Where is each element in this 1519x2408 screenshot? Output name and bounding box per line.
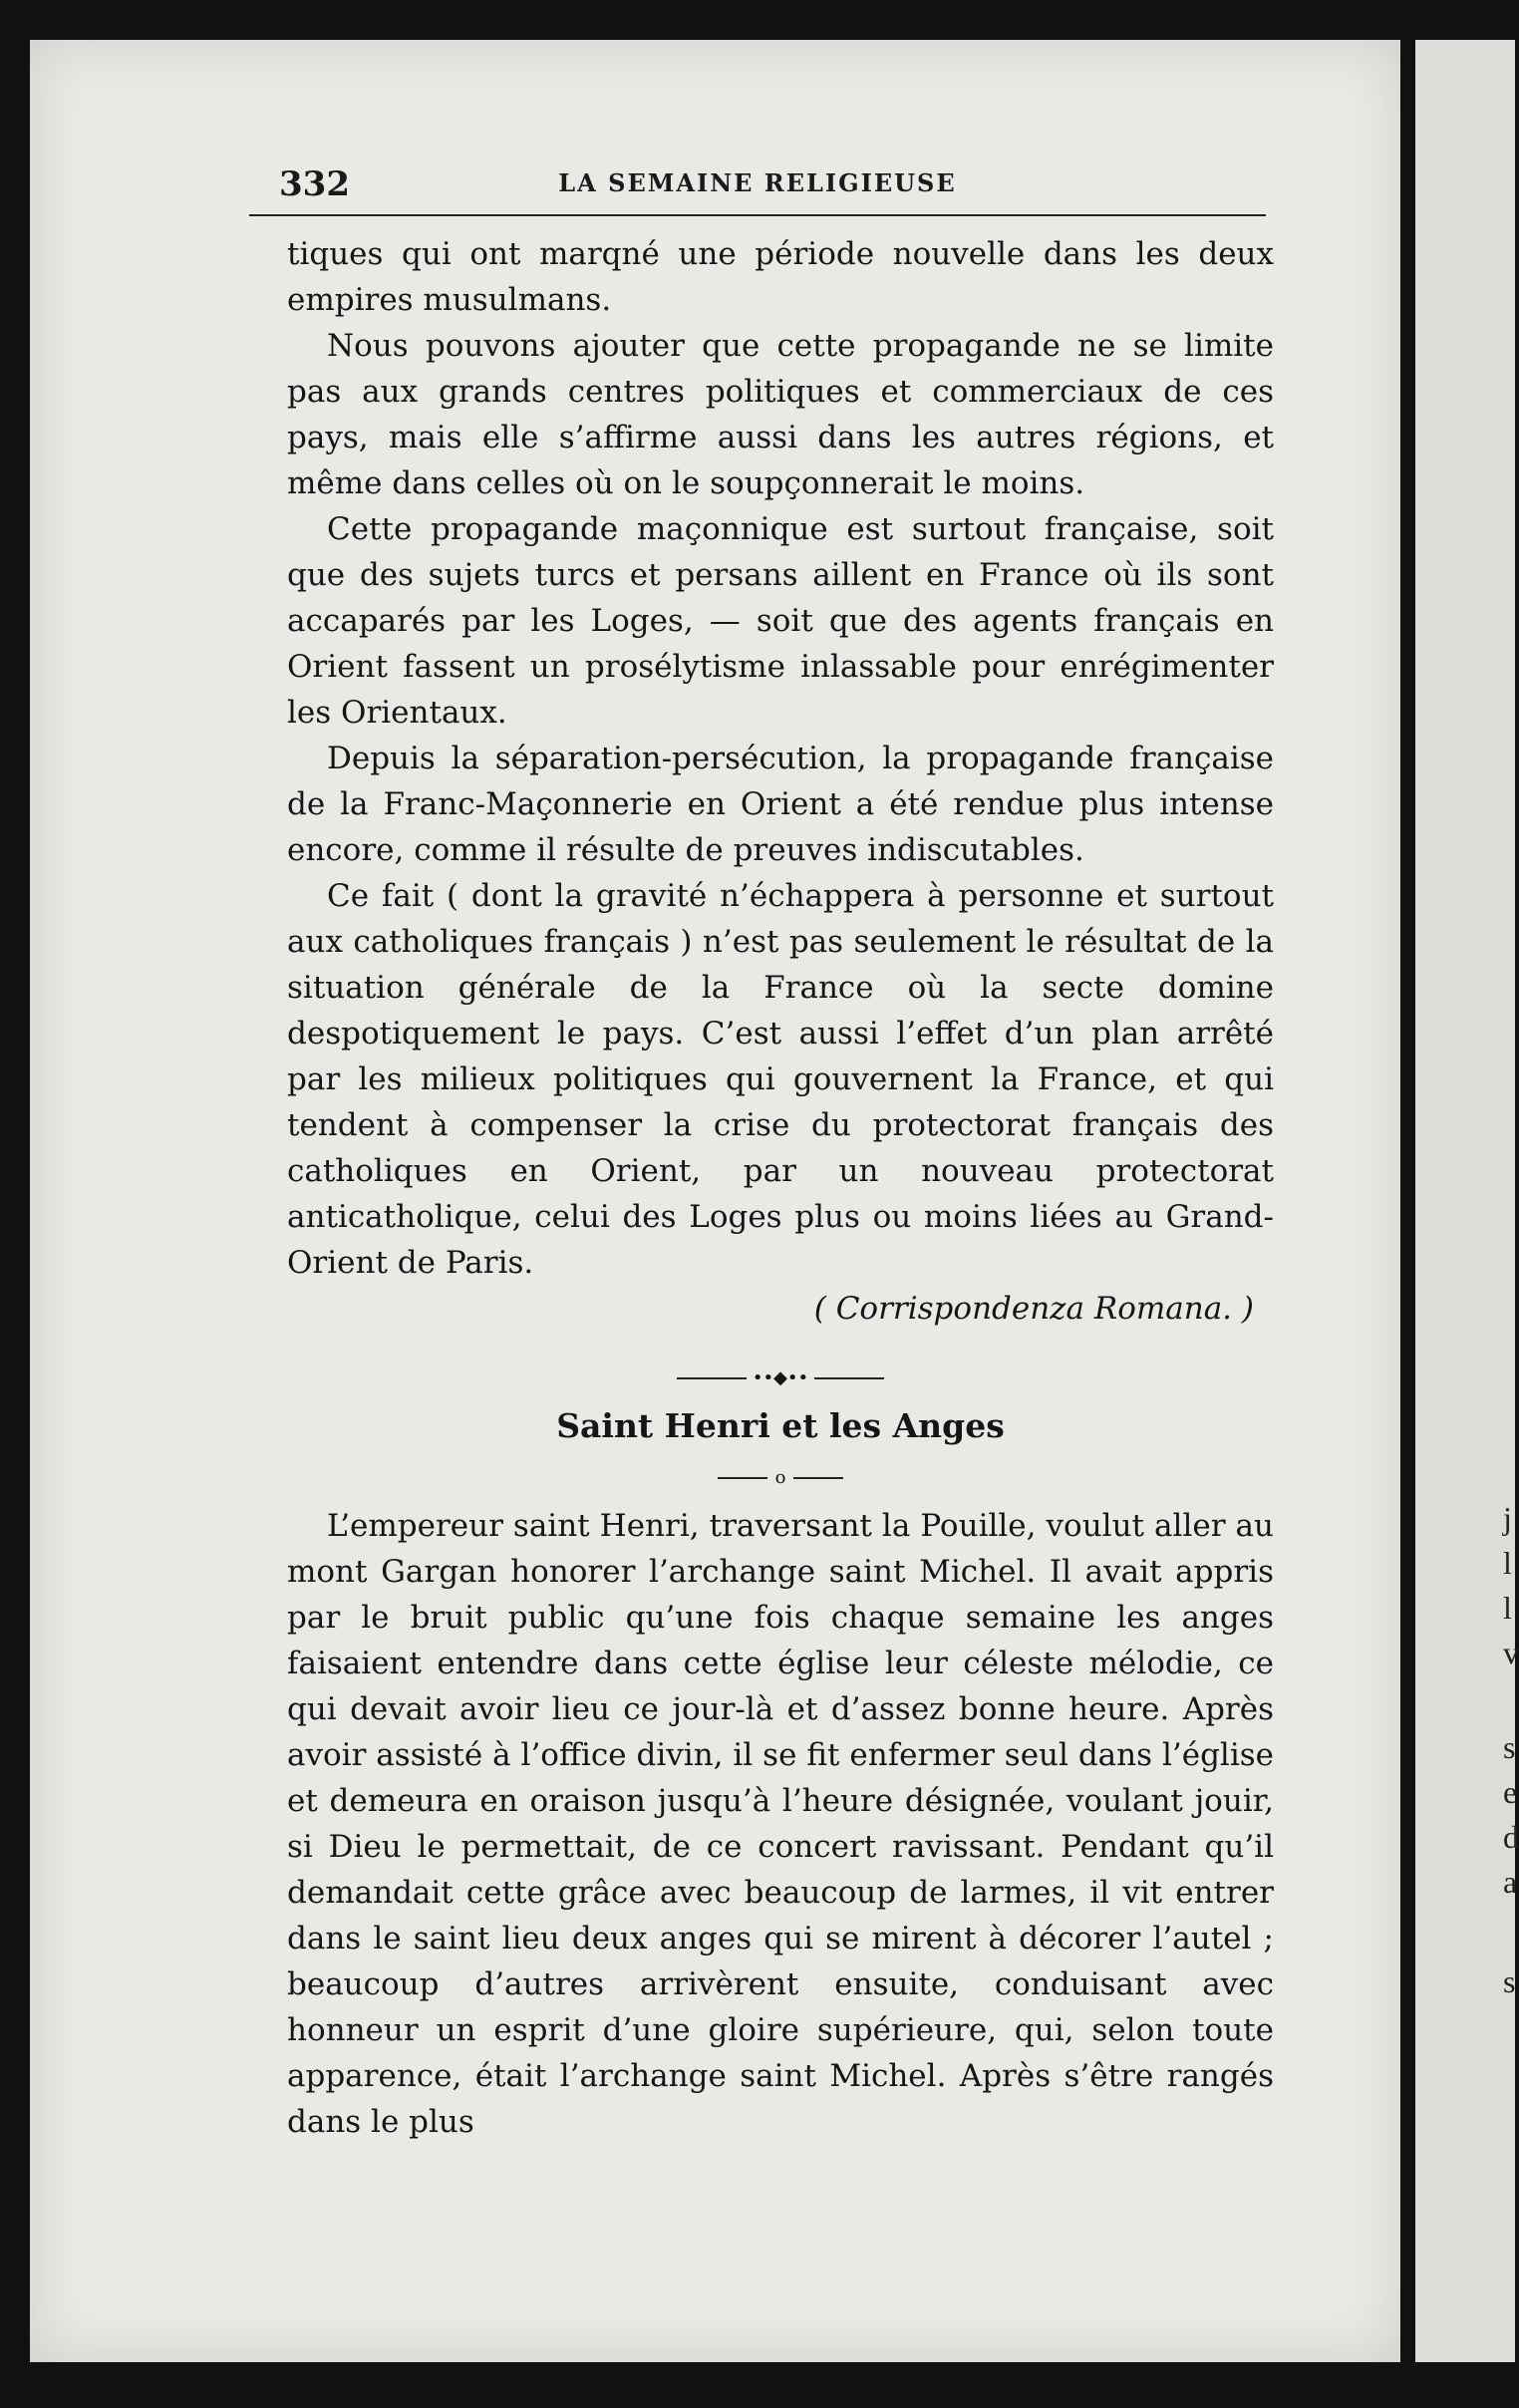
page-number: 332 bbox=[279, 164, 350, 204]
ornament-line bbox=[814, 1377, 884, 1379]
section-title: Saint Henri et les Anges bbox=[556, 1406, 1005, 1445]
paragraph: Ce fait ( dont la gravité n’échappera à personne et surtout aux catholiques français ) n’est pas seulement le résultat de la situation générale de la France où la secte domine despotiquement le pays. C’est aussi l’effet d’un plan arrêté par les milieux politiques qui gouvernent la France, et qui tendent à compenser la crise du protectorat français des catholiques en Orient, par un nouveau protectorat anticatholique, celui des Loges plus ou moins liées au Grand-Orient de Paris. bbox=[287, 878, 1274, 1281]
adjacent-fragment: s bbox=[1503, 1963, 1516, 1999]
rule-line bbox=[793, 1477, 843, 1479]
adjacent-fragment: j bbox=[1503, 1500, 1512, 1536]
adjacent-fragment: l bbox=[1503, 1590, 1512, 1626]
page-body bbox=[287, 231, 1274, 2145]
adjacent-fragment: e bbox=[1503, 1774, 1518, 1810]
adjacent-fragment: l bbox=[1503, 1545, 1512, 1581]
rule-circle-icon: o bbox=[774, 1466, 786, 1488]
adjacent-page-edge bbox=[1415, 40, 1519, 2362]
section-ornament bbox=[287, 1354, 1274, 1393]
adjacent-fragment: a bbox=[1503, 1864, 1518, 1900]
adjacent-fragment: s bbox=[1503, 1729, 1516, 1765]
paragraph: Nous pouvons ajouter que cette propagande ne se limite pas aux grands centres politiques et commerciaux de ces pays, mais elle s’affirme aussi dans les autres régions, et même dans celles où on le soupçonnerait le moins. bbox=[287, 328, 1274, 501]
running-head: LA SEMAINE RELIGIEUSE bbox=[558, 168, 957, 197]
adjacent-fragment: d bbox=[1503, 1819, 1519, 1855]
paragraph: tiques qui ont marqné une période nouvelle dans les deux empires musulmans. bbox=[287, 236, 1274, 318]
paragraph: Cette propagande maçonnique est surtout française, soit que des sujets turcs et persans aillent en France où ils sont accaparés par les Loges, — soit que des agents français en Orient fassent un prosélytisme inlassable pour enrégimenter les Orientaux. bbox=[287, 511, 1274, 731]
rule-line bbox=[718, 1477, 767, 1479]
paragraph: L’empereur saint Henri, traversant la Pouille, voulut aller au mont Gargan honorer l’archange saint Michel. Il avait appris par le bruit public qu’une fois chaque semaine les anges faisaient entendre dans cette église leur céleste mélodie, ce qui devait avoir lieu ce jour-là et d’assez bonne heure. Après avoir assisté à l’office divin, il se fit enfermer seul dans l’église et demeura en oraison jusqu’à l’heure désignée, voulant jouir, si Dieu le permettait, de ce concert ravissant. Pendant qu’il demandait cette grâce avec beaucoup de larmes, il vit entrer dans le saint lieu deux anges qui se mirent à décorer l’autel ; beaucoup d’autres arrivèrent ensuite, conduisant avec honneur un esprit d’une gloire supérieure, qui, selon toute apparence, était l’archange saint Michel. Après s’être rangés dans le plus bbox=[287, 1508, 1274, 2140]
title-rule bbox=[287, 1453, 1274, 1489]
paragraph: Depuis la séparation-persécution, la propagande française de la Franc-Maçonnerie en Orient a été rendue plus intense encore, comme il résulte de preuves indiscutables. bbox=[287, 741, 1274, 868]
source-citation: ( Corrispondenza Romana. ) bbox=[813, 1291, 1254, 1327]
page-header bbox=[249, 164, 1266, 216]
ornament-line bbox=[677, 1377, 747, 1379]
adjacent-fragment: v bbox=[1503, 1635, 1519, 1670]
ornament-diamond-icon: ••◆•• bbox=[752, 1366, 809, 1388]
